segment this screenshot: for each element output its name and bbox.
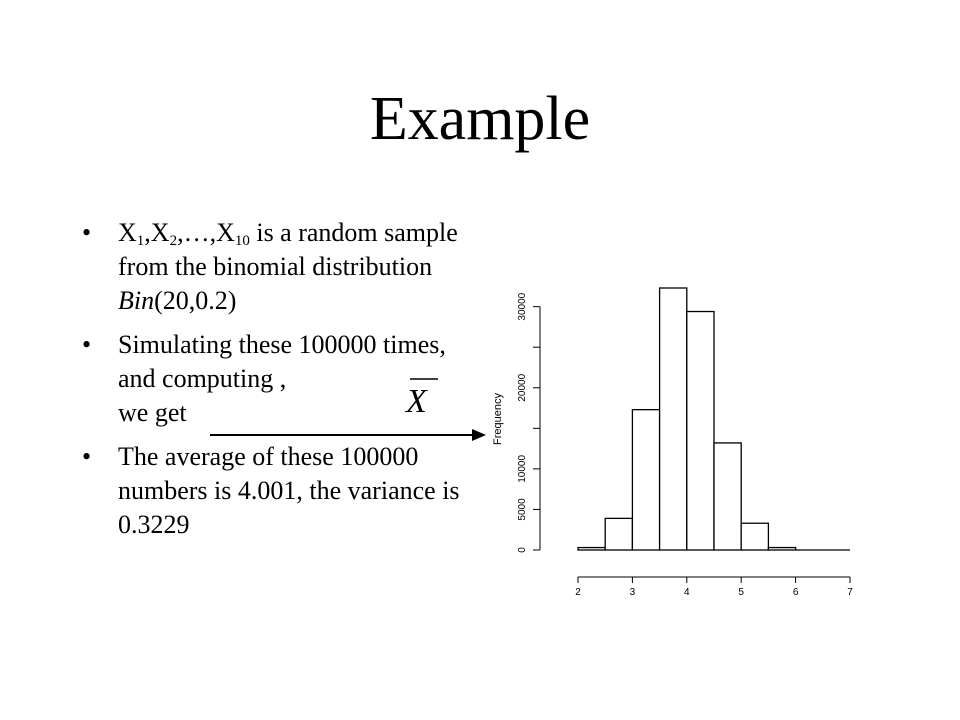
- x-axis: [575, 577, 853, 598]
- variable-x2: X: [150, 218, 170, 247]
- x-tick-label: 5: [738, 587, 744, 598]
- pointer-arrow: [210, 425, 488, 445]
- bullet-dot: •: [82, 218, 92, 247]
- bullet-simulate-line1: Simulating these 100000 times, and computing: [118, 330, 446, 393]
- bullet-average-text: The average of these 100000 numbers is 4.001, the variance is 0.3229: [118, 442, 460, 539]
- comma-x: ,: [144, 218, 151, 247]
- y-tick-label: 5000: [517, 498, 528, 521]
- x-bar-symbol: [398, 372, 444, 418]
- bullet-simulate-comma: ,: [273, 364, 287, 393]
- x-tick-label: 3: [629, 587, 636, 598]
- distribution-name: Bin: [118, 286, 155, 315]
- bullet-average: [82, 440, 472, 542]
- x-tick-label: 6: [792, 587, 799, 598]
- bullet-dot: •: [82, 330, 92, 359]
- histogram-chart: [480, 270, 870, 600]
- y-tick-label: 30000: [517, 292, 528, 321]
- histogram-bar-2: [632, 410, 659, 550]
- bullet-dot: •: [82, 442, 92, 471]
- variable-x: X: [118, 218, 137, 247]
- y-tick-label: 20000: [517, 373, 528, 402]
- x-bar-letter: X: [406, 383, 427, 418]
- y-tick-label: 10000: [517, 454, 528, 483]
- subscript-2: 2: [169, 233, 178, 249]
- histogram-bar-7: [768, 548, 795, 550]
- bullet-simulate-line2: we get: [118, 398, 187, 427]
- ellipsis-x: ,…,X: [177, 218, 235, 247]
- y-tick-label: 0: [517, 547, 528, 553]
- histogram-bar-4: [687, 312, 714, 550]
- slide-title: Example: [369, 85, 591, 153]
- x-tick-label: 2: [575, 587, 581, 598]
- y-axis: [517, 292, 540, 552]
- subscript-1: 1: [136, 233, 145, 249]
- histogram-bars: [578, 288, 850, 550]
- histogram-bar-3: [660, 288, 687, 550]
- histogram-bar-5: [714, 443, 741, 550]
- histogram-bar-6: [741, 523, 768, 550]
- histogram-bar-0: [578, 548, 605, 550]
- bullet-sample-text: is a random sample from the binomial distribution: [118, 218, 458, 281]
- subscript-10: 10: [234, 233, 250, 249]
- histogram-bar-1: [605, 518, 632, 550]
- x-tick-label: 7: [847, 587, 853, 598]
- bullet-sample: [82, 216, 472, 318]
- x-tick-label: 4: [684, 587, 690, 598]
- distribution-params: (20,0.2): [154, 286, 237, 315]
- y-axis-label: Frequency: [492, 393, 504, 445]
